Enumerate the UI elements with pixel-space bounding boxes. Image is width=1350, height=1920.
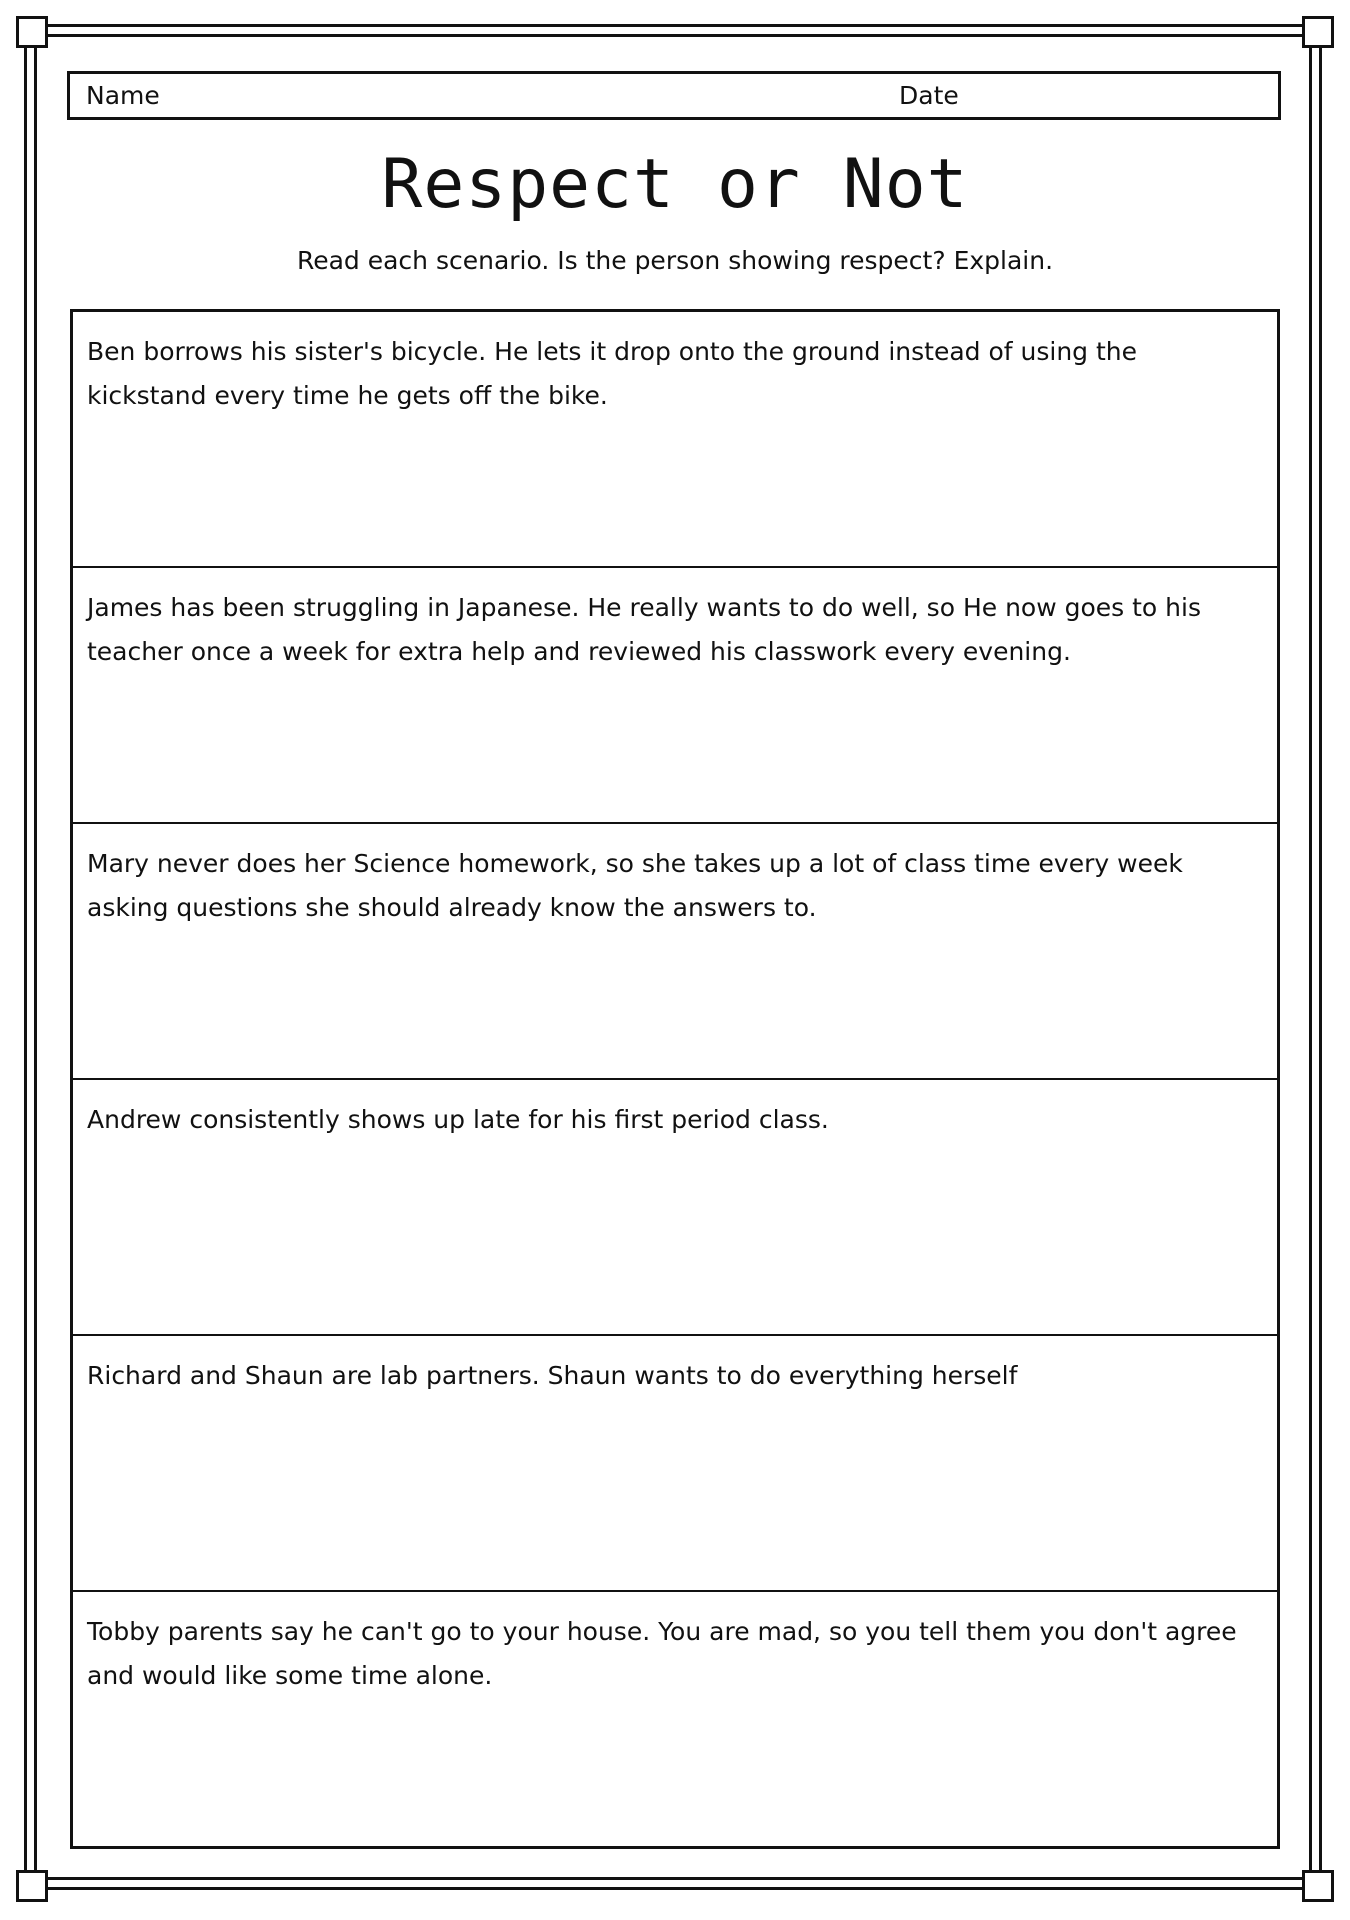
name-date-bar — [67, 71, 1281, 120]
corner-square-top-left — [16, 16, 48, 48]
scenario-row — [73, 1592, 1277, 1846]
scenario-text: Richard and Shaun are lab partners. Shaun wants to do everything herself — [87, 1361, 1018, 1390]
scenario-text: Ben borrows his sister's bicycle. He lets it drop onto the ground instead of using the kickstand every time he gets off the bike. — [87, 337, 1138, 410]
worksheet-title: Respect or Not — [381, 145, 969, 224]
corner-square-bottom-right — [1302, 1870, 1334, 1902]
scenario-table — [70, 309, 1280, 1849]
scenario-text: Tobby parents say he can't go to your house. You are mad, so you tell them you don't agree and would like some time alone. — [87, 1617, 1237, 1690]
scenario-text: Mary never does her Science homework, so she takes up a lot of class time every week asking questions she should already know the answers to. — [87, 849, 1183, 922]
corner-square-top-right — [1302, 16, 1334, 48]
scenario-text: James has been struggling in Japanese. He really wants to do well, so He now goes to his teacher once a week for extra help and reviewed his classwork every evening. — [87, 593, 1201, 666]
date-label: Date — [899, 81, 959, 110]
scenario-row — [73, 312, 1277, 568]
corner-square-bottom-left — [16, 1870, 48, 1902]
scenario-text: Andrew consistently shows up late for his first period class. — [87, 1105, 829, 1134]
scenario-row — [73, 568, 1277, 824]
scenario-row — [73, 1336, 1277, 1592]
scenario-row — [73, 824, 1277, 1080]
name-label: Name — [86, 81, 160, 110]
worksheet-instructions: Read each scenario. Is the person showing respect? Explain. — [296, 246, 1054, 275]
scenario-row — [73, 1080, 1277, 1336]
